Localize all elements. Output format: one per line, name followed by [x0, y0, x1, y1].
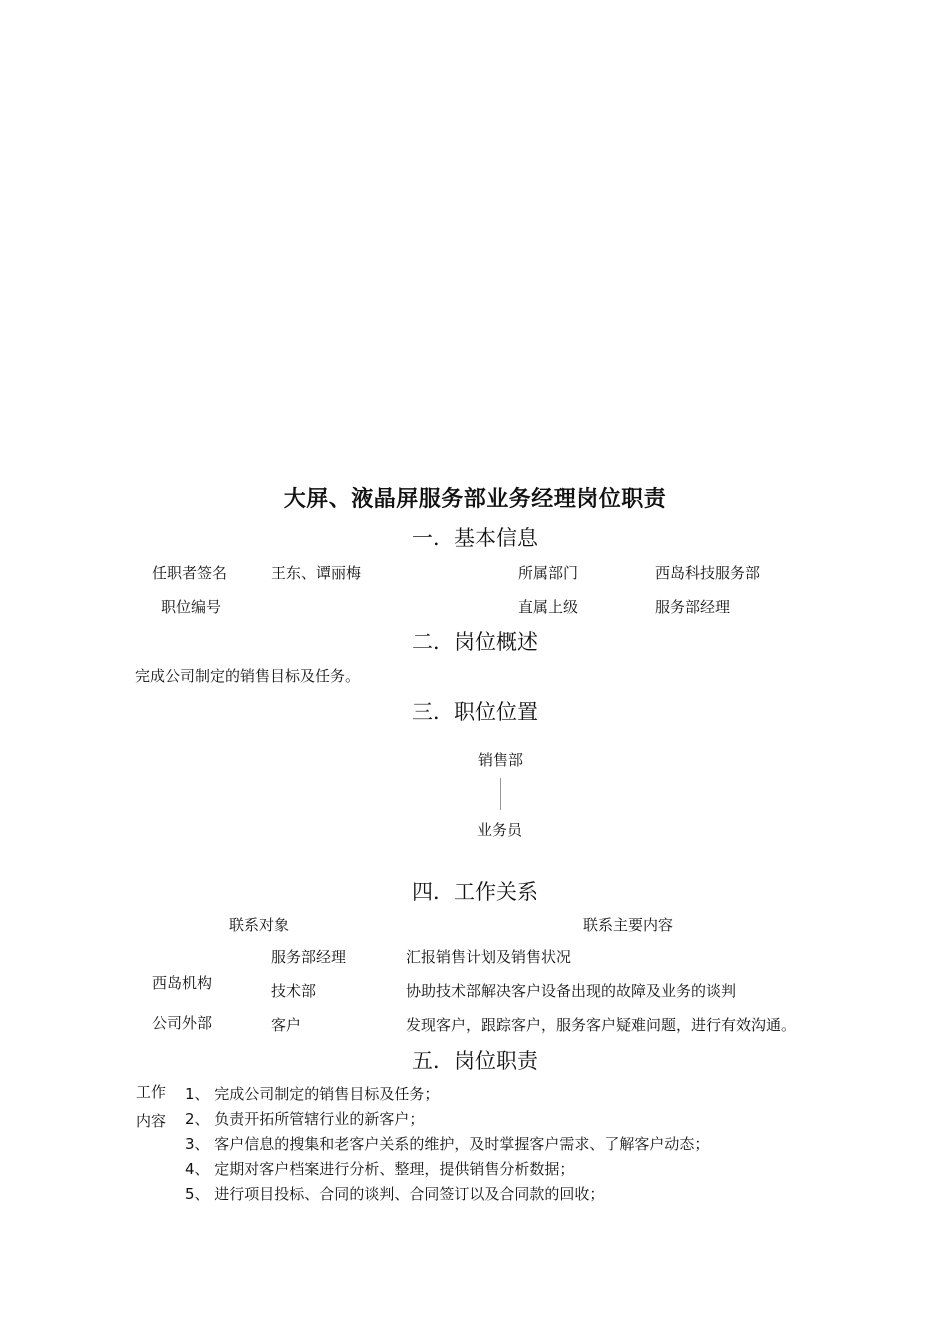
group-external: 公司外部 [152, 1014, 213, 1032]
section-heading-duties: 五．岗位职责 [412, 1049, 538, 1073]
relation-target: 服务部经理 [271, 948, 347, 966]
column-header-content: 联系主要内容 [583, 916, 674, 934]
duty-item: 1、 完成公司制定的销售目标及任务； [185, 1085, 440, 1103]
value-department: 西岛科技服务部 [655, 564, 761, 582]
duties-label-line2: 内容 [136, 1112, 167, 1130]
relation-content: 协助技术部解决客户设备出现的故障及业务的谈判 [406, 982, 737, 1000]
document-title: 大屏、液晶屏服务部业务经理岗位职责 [283, 487, 667, 512]
relation-target: 客户 [271, 1016, 302, 1034]
duty-item: 4、 定期对客户档案进行分析、整理，提供销售分析数据； [185, 1160, 575, 1178]
section-heading-basic-info: 一．基本信息 [412, 526, 538, 550]
relation-target: 技术部 [271, 982, 317, 1000]
label-superior: 直属上级 [518, 598, 579, 616]
value-signer: 王东、谭丽梅 [271, 564, 362, 582]
section-heading-relations: 四．工作关系 [412, 880, 538, 904]
relation-content: 发现客户，跟踪客户，服务客户疑难问题，进行有效沟通。 [406, 1016, 797, 1034]
value-superior: 服务部经理 [655, 598, 731, 616]
duty-item: 2、 负责开拓所管辖行业的新客户； [185, 1110, 425, 1128]
group-internal: 西岛机构 [152, 974, 213, 992]
label-signer: 任职者签名 [152, 564, 228, 582]
relation-content: 汇报销售计划及销售状况 [406, 948, 572, 966]
org-connector-line [500, 778, 501, 810]
duty-item: 5、 进行项目投标、合同的谈判、合同签订以及合同款的回收； [185, 1185, 605, 1203]
org-node-sales-dept: 销售部 [478, 751, 524, 769]
duty-item: 3、 客户信息的搜集和老客户关系的维护，及时掌握客户需求、了解客户动态； [185, 1135, 710, 1153]
overview-text: 完成公司制定的销售目标及任务。 [135, 667, 361, 685]
org-node-salesperson: 业务员 [477, 821, 523, 839]
section-heading-overview: 二．岗位概述 [412, 630, 538, 654]
label-position-code: 职位编号 [161, 598, 222, 616]
label-department: 所属部门 [518, 564, 579, 582]
column-header-contact: 联系对象 [229, 916, 290, 934]
duties-label-line1: 工作 [136, 1083, 167, 1101]
section-heading-position: 三．职位位置 [412, 700, 538, 724]
